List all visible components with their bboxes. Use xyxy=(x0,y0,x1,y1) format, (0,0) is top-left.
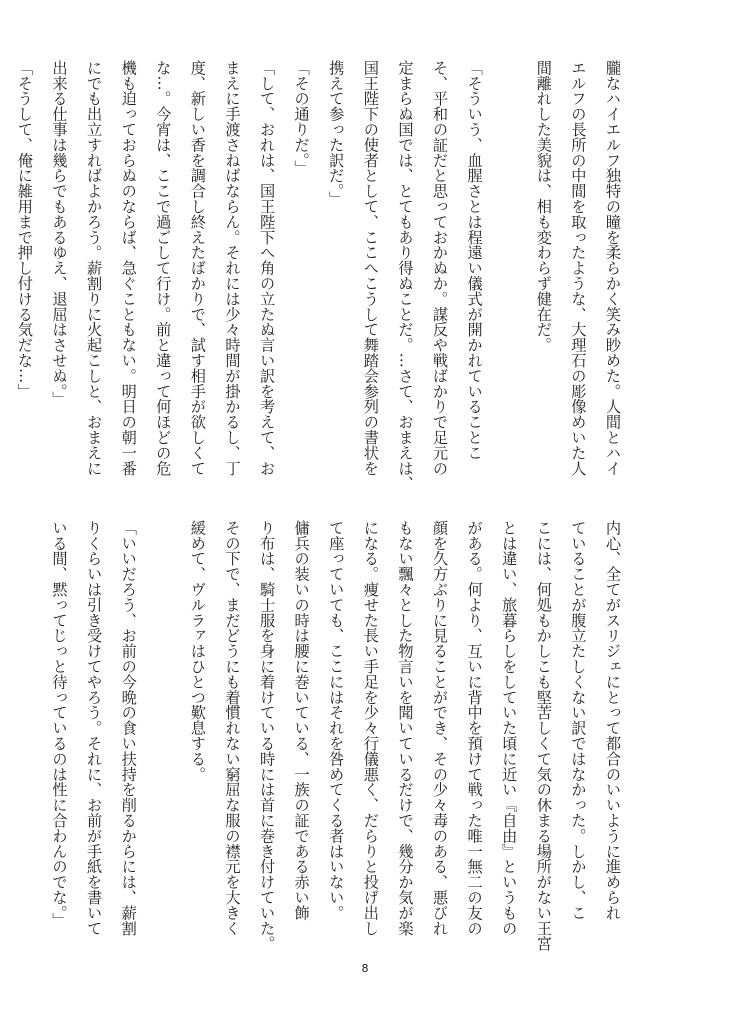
text-column: な…。今宵は、ここで過ごして行け。前と違って何ほどの危 xyxy=(154,60,173,476)
text-column: 緩めて、ヴルラァはひとつ歎息する。 xyxy=(188,520,207,782)
text-column: にでも出立すればよかろう。薪割りに火起こしと、おまえに xyxy=(85,60,104,476)
text-column: ていることが腹立たしくない訳ではなかった。しかし、こ xyxy=(569,520,588,921)
text-column: まえに手渡さねばならん。それには少々時間が掛かるし、丁 xyxy=(223,60,242,476)
text-column: て座っていても、ここにはそれを咎めてくる者はいない。 xyxy=(327,520,346,921)
text-column: 顔を久方ぶりに見ることができ、その少々毒のある、悪びれ xyxy=(431,520,450,936)
text-column: りくらいは引き受けてやろう。それに、お前が手紙を書いて xyxy=(85,520,104,936)
text-column: 度、新しい香を調合し終えたばかりで、試す相手が欲しくて xyxy=(188,60,207,476)
text-column: 「いいだろう、お前の今晩の食い扶持を削るからには、薪割 xyxy=(119,520,138,936)
text-block-bottom xyxy=(42,520,630,952)
text-column: その下で、まだどうにも着慣れない窮屈な服の襟元を大きく xyxy=(223,520,242,936)
text-column: とは違い、旅暮らしをしていた頃に近い『自由』というもの xyxy=(500,520,519,936)
text-column: 「して、おれは、国王陛下へ角の立たぬ言い訳を考えて、お xyxy=(258,60,277,476)
text-column: 内心、全てがスリジェにとって都合のいいように進められ xyxy=(604,520,622,921)
text-column: 定まらぬ国では、とてもあり得ぬことだ。…さて、おまえは、 xyxy=(396,60,415,492)
text-column xyxy=(146,520,181,940)
text-column: になる。痩せた長い手足を少々行儀悪く、だらりと投げ出し xyxy=(361,520,380,936)
text-column: こには、何処もかしこも堅苦しくて気の休まる場所がない王宮 xyxy=(534,520,553,952)
text-column: 間離れした美貌は、相も変わらず健在だ。 xyxy=(534,60,553,353)
page-number: 8 xyxy=(361,962,369,975)
text-column xyxy=(492,60,527,480)
text-column: いる間、黙ってじっと待っているのは性に合わんのでな。」 xyxy=(50,520,69,929)
text-block-top xyxy=(7,60,630,492)
text-column: 朧なハイエルフ独特の瞳を柔らかく笑み眇めた。人間とハイ xyxy=(604,60,622,476)
text-column: エルフの長所の中間を取ったような、大理石の彫像めいた人 xyxy=(569,60,588,476)
text-column: 「そうして、俺に雑用まで押し付ける気だな…」 xyxy=(15,60,34,399)
text-column: 「その通りだ。」 xyxy=(292,60,311,176)
text-column: がある。何より、互いに背中を預けて戦った唯一無二の友の xyxy=(465,520,484,936)
text-column: 携えて参った訳だ。」 xyxy=(327,60,346,207)
text-column: そ、平和の証だと思っておかぬか。謀反や戦ばかりで足元の xyxy=(431,60,450,476)
text-column: もない飄々とした物言いを聞いているだけで、幾分か気が楽 xyxy=(396,520,415,936)
text-column: り布は、騎士服を身に着けている時には首に巻き付けていた。 xyxy=(258,520,277,952)
text-column: 「そういう、血腥さとは程遠い儀式が開かれていることこ xyxy=(465,60,484,461)
text-column: 機も迫っておらぬのならば、急ぐこともない。明日の朝一番 xyxy=(119,60,138,476)
text-column: 出来る仕事は幾らでもあるゆえ、退屈はさせぬ。」 xyxy=(50,60,69,407)
text-column: 傭兵の装いの時は腰に巻いている、一族の証である赤い飾 xyxy=(292,520,311,921)
text-column: 国王陛下の使者として、ここへこうして舞踏会参列の書状を xyxy=(361,60,380,476)
